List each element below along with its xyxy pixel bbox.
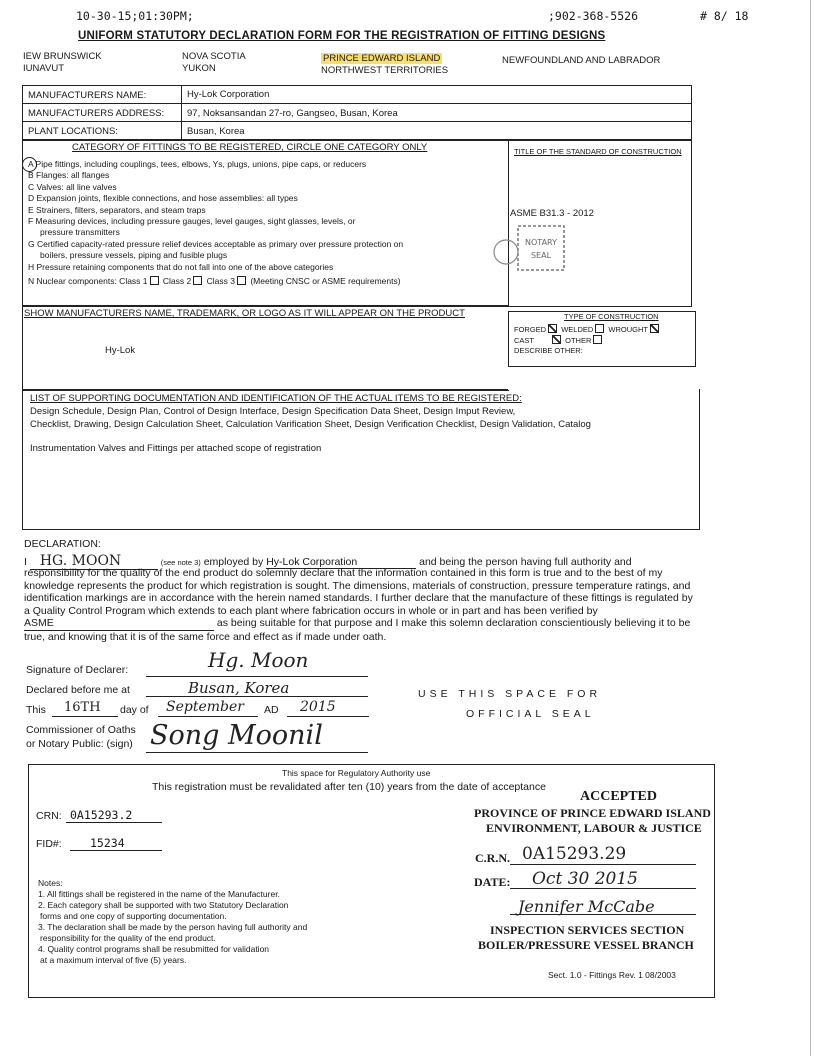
day-of-label: day of bbox=[120, 704, 149, 716]
crn2-label: C.R.N. bbox=[475, 851, 510, 865]
this-label: This bbox=[26, 704, 46, 716]
declarer-name: HG. MOON bbox=[30, 553, 158, 570]
construction-options: FORGED WELDED WROUGHT CAST OTHER DESCRIBE OTHER: bbox=[514, 324, 661, 356]
manufacturer-address-label: MANUFACTURERS ADDRESS: bbox=[28, 108, 165, 119]
official-seal-line-1: USE THIS SPACE FOR bbox=[418, 688, 602, 700]
category-item-a: A Pipe fittings, including couplings, tees, elbows, Ys, plugs, unions, pipe caps, or reducers bbox=[28, 159, 367, 169]
declaration-label: DECLARATION: bbox=[24, 538, 101, 550]
regulatory-space-note: This space for Regulatory Authority use bbox=[282, 768, 431, 778]
note-4: 4. Quality control programs shall be resubmitted for validation bbox=[38, 944, 270, 954]
category-item-g: G Certified capacity-rated pressure relief devices acceptable as primary over pressure protection on bbox=[28, 238, 404, 249]
note-2: 2. Each category shall be supported with two Statutory Declaration bbox=[38, 900, 289, 910]
signature-label: Signature of Declarer: bbox=[26, 664, 129, 676]
year-value: 2015 bbox=[300, 699, 336, 715]
fax-phone: ;902-368-5526 bbox=[548, 9, 639, 23]
declarer-signature: Hg. Moon bbox=[208, 648, 309, 672]
stamp-text-1: NOTARY bbox=[525, 238, 557, 247]
category-item-c: C Valves: all line valves bbox=[28, 181, 117, 192]
inspector-signature: Jennifer McCabe bbox=[518, 897, 655, 916]
province-col-1: IEW BRUNSWICK IUNAVUT bbox=[23, 51, 102, 74]
notary-signature: Song Moonil bbox=[150, 720, 323, 751]
province-col-4: NEWFOUNDLAND AND LABRADOR bbox=[502, 55, 661, 66]
stamp-text-2: SEAL bbox=[530, 251, 552, 260]
note-4-cont: at a maximum interval of five (5) years. bbox=[40, 955, 187, 965]
manufacturer-name-label: MANUFACTURERS NAME: bbox=[28, 90, 147, 101]
form-title: UNIFORM STATUTORY DECLARATION FORM FOR THE REGISTRATION OF FITTING DESIGNS bbox=[78, 30, 606, 42]
stamp-province: PROVINCE OF PRINCE EDWARD ISLAND bbox=[474, 806, 711, 820]
fax-timestamp: 10-30-15;01:30PM; bbox=[76, 9, 194, 23]
stamp-department: ENVIRONMENT, LABOUR & JUSTICE bbox=[486, 821, 702, 835]
forged-checkbox[interactable] bbox=[548, 324, 557, 333]
highlighted-province: PRINCE EDWARD ISLAND bbox=[323, 53, 441, 64]
category-item-n: N Nuclear components: Class 1 Class 2 Class 3 (Meeting CNSC or ASME requirements) bbox=[28, 276, 401, 287]
form-footer: Sect. 1.0 - Fittings Rev. 1 08/2003 bbox=[548, 970, 676, 980]
crn2-value: 0A15293.29 bbox=[522, 844, 627, 864]
notary-stamp bbox=[490, 222, 576, 278]
standard-header: TITLE OF THE STANDARD OF CONSTRUCTION bbox=[514, 147, 682, 156]
category-item-b: B Flanges: all flanges bbox=[28, 170, 110, 181]
declaration-line-1: I HG. MOON (see note 3) employed by Hy-Lok Corporation and being the person having full authority and bbox=[24, 553, 632, 569]
category-list bbox=[28, 159, 403, 287]
cast-checkbox[interactable] bbox=[552, 335, 561, 344]
province-col-3: PRINCE EDWARD ISLAND NORTHWEST TERRITORIES bbox=[321, 53, 449, 76]
ad-label: AD bbox=[264, 704, 279, 716]
day-value: 16TH bbox=[64, 700, 101, 715]
welded-checkbox[interactable] bbox=[595, 324, 604, 333]
category-item-h: H Pressure retaining components that do not fall into one of the above categories bbox=[28, 261, 334, 272]
revalidation-note: This registration must be revalidated after ten (10) years from the date of acceptance bbox=[152, 781, 546, 793]
employer-name: Hy-Lok Corporation bbox=[266, 556, 416, 569]
declared-place: Busan, Korea bbox=[188, 679, 290, 697]
wrought-checkbox[interactable] bbox=[650, 324, 659, 333]
construction-header: TYPE OF CONSTRUCTION bbox=[564, 312, 659, 321]
category-item-d: D Expansion joints, flexible connections, and hose assemblies: all types bbox=[28, 193, 298, 204]
date-label: DATE: bbox=[474, 875, 511, 889]
crn-label: CRN: bbox=[36, 810, 62, 822]
verified-by: ASME bbox=[24, 617, 214, 631]
category-item-f: F Measuring devices, including pressure gauges, level gauges, sight glasses, levels, or bbox=[28, 216, 356, 227]
note-2-cont: forms and one copy of supporting documentation. bbox=[40, 911, 227, 921]
notes-block bbox=[38, 878, 307, 966]
fid-value: 15234 bbox=[90, 836, 125, 850]
note-1: 1. All fittings shall be registered in the name of the Manufacturer. bbox=[38, 889, 280, 899]
describe-other-label: DESCRIBE OTHER: bbox=[514, 346, 583, 355]
commissioner-label: Commissioner of Oaths bbox=[26, 724, 136, 736]
accepted-stamp: ACCEPTED bbox=[580, 789, 658, 804]
scan-edge bbox=[810, 0, 811, 1056]
category-item-f-cont: pressure transmitters bbox=[40, 227, 120, 238]
class-2-checkbox[interactable] bbox=[193, 276, 202, 285]
note-3: 3. The declaration shall be made by the person having full authority and bbox=[38, 922, 308, 932]
supporting-docs-line-3: Instrumentation Valves and Fittings per attached scope of registration bbox=[30, 443, 322, 454]
inspection-section: INSPECTION SERVICES SECTION bbox=[490, 923, 685, 937]
category-item-e: E Strainers, filters, separators, and steam traps bbox=[28, 204, 206, 215]
official-seal-line-2: OFFICIAL SEAL bbox=[466, 708, 595, 720]
category-header: CATEGORY OF FITTINGS TO BE REGISTERED, CIRCLE ONE CATEGORY ONLY bbox=[72, 142, 428, 153]
class-1-checkbox[interactable] bbox=[150, 276, 159, 285]
plant-locations: Busan, Korea bbox=[187, 126, 245, 137]
fid-label: FID#: bbox=[36, 838, 62, 850]
notary-label: or Notary Public: (sign) bbox=[26, 738, 133, 750]
notes-label: Notes: bbox=[38, 878, 63, 888]
logo-value: Hy-Lok bbox=[105, 345, 136, 356]
supporting-docs-line-2: Checklist, Drawing, Design Calculation Sheet, Calculation Varification Sheet, Design Verification Checklist, Design Validation, Catalog bbox=[30, 419, 591, 430]
supporting-docs-header: LIST OF SUPPORTING DOCUMENTATION AND IDENTIFICATION OF THE ACTUAL ITEMS TO BE REGISTERED: bbox=[30, 393, 522, 404]
manufacturer-address: 97, Noksansandan 27-ro, Gangseo, Busan, Korea bbox=[187, 108, 398, 119]
class-3-checkbox[interactable] bbox=[237, 276, 246, 285]
month-value: September bbox=[166, 699, 244, 715]
province-col-2: NOVA SCOTIA YUKON bbox=[182, 51, 246, 74]
other-checkbox[interactable] bbox=[593, 335, 602, 344]
note-3-cont: responsibility for the quality of the end product. bbox=[40, 933, 216, 943]
declared-before-label: Declared before me at bbox=[26, 684, 130, 696]
standard-value: ASME B31.3 - 2012 bbox=[510, 208, 594, 219]
date-value: Oct 30 2015 bbox=[532, 869, 638, 889]
declaration-body: responsibility for the quality of the end product do solemnly declare that the information contained in this form is true and to the best of my knowledge represents the product for which registration is sought. The dimensions, materials of construction, pressure temperature ratings, and identification markings are in accordance with the herein named standards. I further declare that the manufacture of these fittings is regulated by a Quality Control Program which extends to each plant where fabrication occurs in whole or in part and has been verified by ASME as being suitable for that purpose and I make this solemn declaration conscientiously believing it to be true, and knowing that it is of the same force and effect as if made under oath. bbox=[24, 567, 693, 643]
category-item-g-cont: boilers, pressure vessels, piping and fusible plugs bbox=[40, 250, 228, 261]
manufacturer-name: Hy-Lok Corporation bbox=[187, 89, 270, 100]
fax-page-number: # 8/ 18 bbox=[700, 9, 749, 23]
supporting-docs-line-1: Design Schedule, Design Plan, Control of Design Interface, Design Specification Data Sheet, Design Imput Review, bbox=[30, 406, 516, 417]
plant-locations-label: PLANT LOCATIONS: bbox=[28, 126, 118, 137]
branch-name: BOILER/PRESSURE VESSEL BRANCH bbox=[478, 938, 694, 952]
crn-value: 0A15293.2 bbox=[70, 808, 133, 822]
logo-header: SHOW MANUFACTURERS NAME, TRADEMARK, OR LOGO AS IT WILL APPEAR ON THE PRODUCT bbox=[24, 308, 465, 319]
